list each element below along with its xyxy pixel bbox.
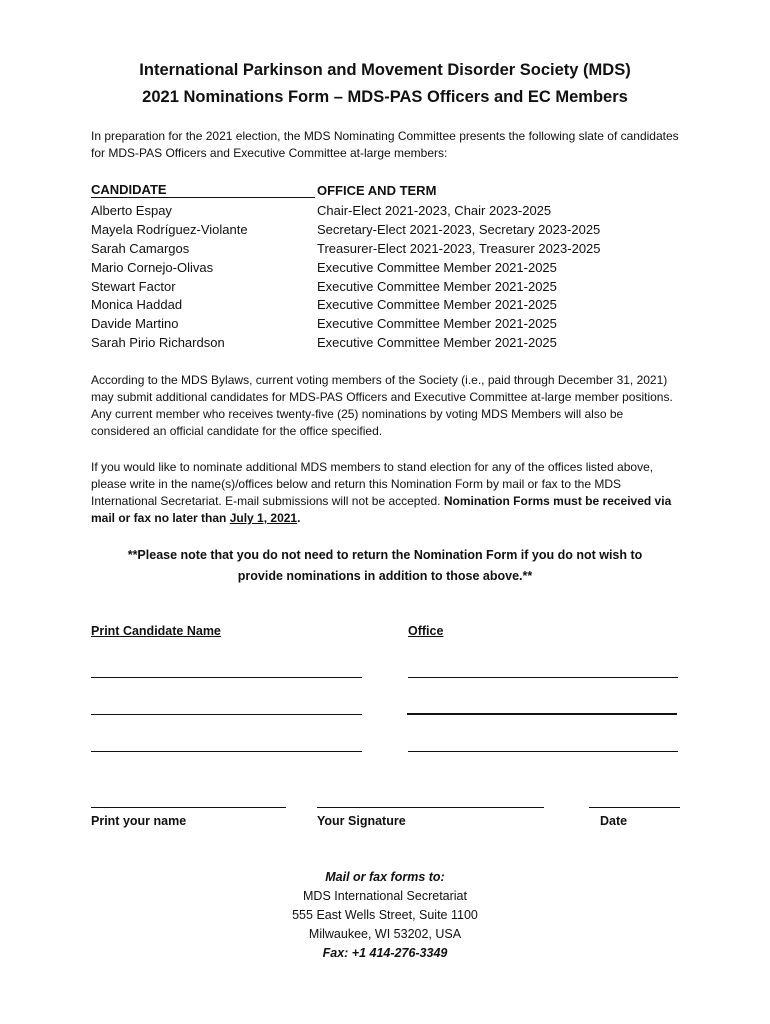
- slate-row: [91, 201, 651, 220]
- candidate-name-label: Print Candidate Name: [91, 624, 221, 638]
- candidate-office: Executive Committee Member 2021-2025: [317, 316, 557, 331]
- form-title-line1: International Parkinson and Movement Disorder Society (MDS): [139, 61, 631, 79]
- mail-fax: Fax: +1 414-276-3349: [322, 946, 448, 960]
- slate-row: [91, 314, 651, 333]
- slate-row: [91, 239, 651, 258]
- candidate-office: Secretary-Elect 2021-2023, Secretary 2023-2025: [317, 222, 601, 237]
- candidate-name-field-1[interactable]: [91, 677, 362, 678]
- candidate-name: Stewart Factor: [91, 279, 176, 294]
- candidate-name: Sarah Camargos: [91, 241, 190, 256]
- print-name-field[interactable]: [91, 807, 286, 808]
- office-field-1[interactable]: [408, 677, 678, 678]
- date-field[interactable]: [589, 807, 680, 808]
- office-field-2[interactable]: [407, 713, 677, 715]
- form-title-line2: 2021 Nominations Form – MDS-PAS Officers and EC Members: [142, 88, 628, 106]
- deadline-period: .: [297, 511, 301, 525]
- slate-row: [91, 295, 651, 314]
- mail-heading: Mail or fax forms to:: [325, 870, 445, 884]
- mail-street: 555 East Wells Street, Suite 1100: [292, 908, 478, 922]
- date-label: Date: [600, 814, 628, 828]
- candidate-column-header: CANDIDATE: [91, 183, 315, 198]
- bylaws-paragraph: According to the MDS Bylaws, current voting members of the Society (i.e., paid through December 31, 2021) may submit additional candidates for MDS-PAS Officers and Executive Committee at-large member positions. Any current member who receives twenty-five (25) nominations by voting MDS Members will also be considered an official candidate for the office specified.: [91, 373, 673, 438]
- note-line2: provide nominations in addition to those above.**: [237, 569, 533, 583]
- print-name-label: Print your name: [91, 814, 187, 828]
- candidate-office: Executive Committee Member 2021-2025: [317, 335, 557, 350]
- instructions-text: If you would like to nominate additional MDS members to stand election for any of the offices listed above, please write in the name(s)/offices below and return this Nomination Form by mail or fax to the MDS International Secretariat. E-mail submissions will not be accepted.: [91, 460, 654, 508]
- candidate-name: Mayela Rodríguez-Violante: [91, 222, 248, 237]
- candidate-name: Alberto Espay: [91, 203, 172, 218]
- deadline-date: July 1, 2021: [229, 511, 298, 525]
- candidate-name: Monica Haddad: [91, 297, 183, 312]
- candidate-office: Executive Committee Member 2021-2025: [317, 260, 557, 275]
- note-line1: **Please note that you do not need to return the Nomination Form if you do not wish to: [127, 548, 643, 562]
- office-column-header: OFFICE AND TERM: [317, 183, 437, 198]
- signature-field[interactable]: [317, 807, 544, 808]
- candidate-office: Treasurer-Elect 2021-2023, Treasurer 2023-2025: [317, 241, 601, 256]
- instructions-paragraph: [91, 459, 681, 527]
- candidate-office: Chair-Elect 2021-2023, Chair 2023-2025: [317, 203, 552, 218]
- slate-row: [91, 277, 651, 296]
- deadline-statement: Nomination Forms must be received via mail or fax no later than: [91, 494, 672, 525]
- candidate-office: Executive Committee Member 2021-2025: [317, 279, 557, 294]
- slate-row: [91, 333, 651, 352]
- slate-row: [91, 258, 651, 277]
- candidate-name-field-3[interactable]: [91, 751, 362, 752]
- signature-label: Your Signature: [317, 814, 406, 828]
- candidate-name: Mario Cornejo-Olivas: [91, 260, 214, 275]
- office-field-3[interactable]: [408, 751, 678, 752]
- mail-org: MDS International Secretariat: [303, 889, 467, 903]
- candidate-name: Sarah Pirio Richardson: [91, 335, 225, 350]
- office-label: Office: [408, 624, 444, 638]
- candidate-name-field-2[interactable]: [91, 714, 362, 715]
- slate-row: [91, 220, 651, 239]
- mail-city: Milwaukee, WI 53202, USA: [308, 927, 462, 941]
- candidate-name: Davide Martino: [91, 316, 179, 331]
- intro-paragraph: In preparation for the 2021 election, the MDS Nominating Committee presents the following slate of candidates for MDS-PAS Officers and Executive Committee at-large members:: [91, 129, 679, 160]
- candidate-office: Executive Committee Member 2021-2025: [317, 297, 557, 312]
